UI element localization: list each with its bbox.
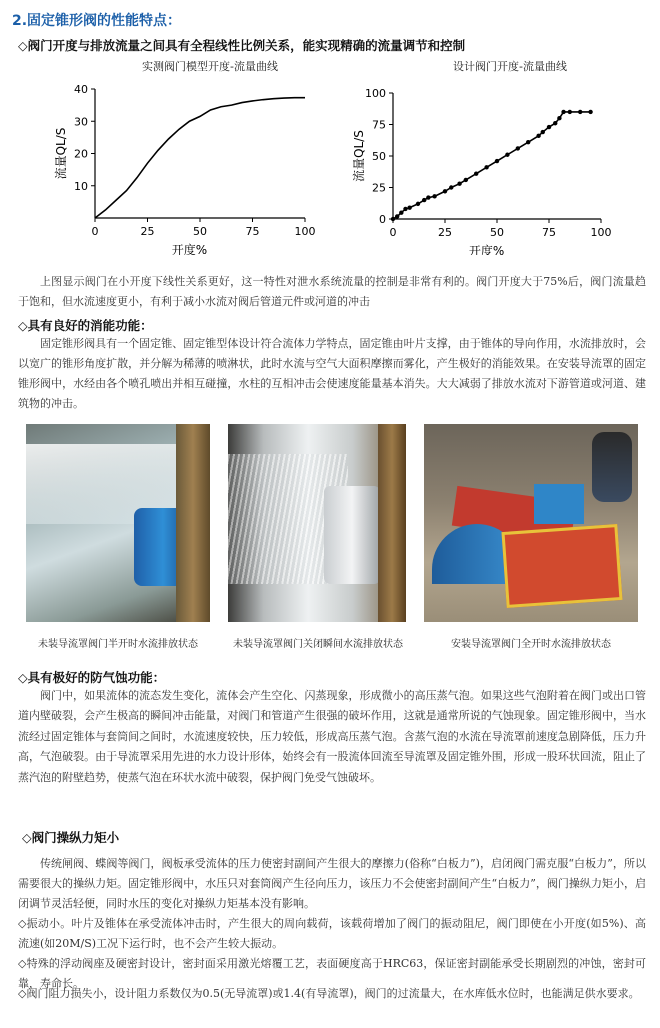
data-point [578,110,582,114]
y-tick-label: 75 [372,118,386,132]
data-point [561,110,565,114]
x-tick-label: 25 [140,225,155,238]
data-point [426,195,430,199]
data-point [484,165,488,169]
caption-half-open: 未装导流罩阀门半开时水流排放状态 [38,639,198,650]
data-point [505,153,509,157]
feature4-bullet-2: ◇特殊的浮动阀座及硬密封设计，密封面采用激光熔覆工艺，表面硬度高于HRC63，保证密封副能承受长期剧烈的冲蚀，密封可靠，寿命长。 [18,957,646,990]
x-tick-label: 50 [193,225,207,238]
data-point [588,110,592,114]
data-point [547,125,551,129]
x-tick-label: 75 [542,226,556,239]
feature2-paragraph: 固定锥形阀具有一个固定锥、固定锥型体设计符合流体力学特点，固定锥由叶片支撑，由于锥体的导向作用，水流排放时，会以宽广的锥形角度扩散，并分解为稀薄的喷淋状，此时水流与空气大面积摩擦而雾化，产生极好的消能效果。在安装导流罩的固定锥形阀中，水经由各个喷孔喷出并相互碰撞，水柱的互相冲击会使速度能量基本消失。大大减弱了排放水流对下游管道或河道、建筑物的冲击。 [18,337,646,410]
data-point [407,205,411,209]
y-tick-label: 40 [74,83,88,96]
feature3-paragraph: 阀门中，如果流体的流态发生变化，流体会产生空化、闪蒸现象，形成微小的高压蒸气泡。如果这些气泡附着在阀门或出口管道内壁破裂，会产生极高的瞬间冲击能量，对阀门和管道产生很强的破坏作用，这就是通常所说的气蚀现象。固定锥形阀中，当水流经过固定锥体与套筒间之间时，水流速度较快，压力较低，形成高压蒸气泡。含蒸气泡的水流在导流罩前速度急剧降低，压力升高，气泡破裂。由于导流罩采用先进的水力设计形体，始终会有一股流体回流至导流罩及固定锥外围，形成一股环状回流，阻止了蒸汽泡的附壁趋势，使蒸气泡在环状水流中破裂，保护阀门免受气蚀破坏。 [18,689,646,784]
data-point [449,185,453,189]
data-point [568,110,572,114]
x-tick-label: 100 [294,225,316,238]
section-title: 2.固定锥形阀的性能特点： [12,13,182,29]
x-tick-label: 100 [590,226,612,239]
y-tick-label: 25 [372,181,386,195]
x-tick-label: 0 [389,226,397,239]
data-point [391,217,395,221]
data-point [395,214,399,218]
caption-closing: 未装导流罩阀门关闭瞬间水流排放状态 [233,639,403,650]
data-point [457,182,461,186]
data-point [526,140,530,144]
data-point [432,194,436,198]
data-point [516,146,520,150]
data-point [553,121,557,125]
y-axis-label: 流量QL/S [54,127,68,180]
photo-closing [228,424,406,622]
caption-full-open: 安装导流罩阀门全开时水流排放状态 [451,639,611,650]
y-tick-label: 0 [379,213,386,226]
data-point [474,171,478,175]
y-tick-label: 30 [74,115,88,129]
x-axis-label: 开度% [171,243,208,255]
photo-half-open [26,424,210,622]
data-point [536,134,540,138]
feature1-heading: ◇阀门开度与排放流量之间具有全程线性比例关系，能实现精确的流量调节和控制 [18,38,466,53]
x-axis-label: 开度% [468,244,505,255]
y-axis-label: 流量QL/S [352,130,366,182]
data-point [416,202,420,206]
feature4-bullet-3: ◇阀门阻力损失小，设计阻力系数仅为0.5(无导流罩)或1.4(有导流罩)，阀门的过流量大，在水库低水位时，也能满足供水要求。 [18,987,640,1000]
feature4-bullet-1: ◇振动小。叶片及锥体在承受流体冲击时，产生很大的周向载荷，该载荷增加了阀门的振动阻尼，阀门即使在小开度(如5%)、高流速(如20M/S)工况下运行时，也不会产生较大振动。 [18,917,646,950]
y-tick-label: 20 [74,147,88,161]
feature2-heading: ◇具有良好的消能功能： [18,318,153,333]
feature4-paragraph: 传统闸阀、蝶阀等阀门，阀板承受流体的压力使密封副间产生很大的摩擦力(俗称“白板力”)，启闭阀门需克服“白板力”，所以需要很大的操纵力矩。固定锥形阀中，水压只对套筒阀产生径向压力，该压力不会使密封副间产生“白板力”，阀门操纵力矩小，启闭调节灵活轻便，同时水压的变化对操纵力矩基本没有影响。 [18,857,646,910]
chart1-plot [50,75,325,255]
data-point [495,159,499,163]
data-point [422,198,426,202]
x-tick-label: 75 [245,225,260,238]
feature4-heading: ◇阀门操纵力矩小 [22,830,120,845]
x-tick-label: 25 [438,226,452,239]
data-point [403,207,407,211]
chart2-title: 设计阀门开度-流量曲线 [453,60,567,73]
series-line [95,98,305,218]
data-point [443,189,447,193]
x-tick-label: 50 [490,226,504,239]
series-line [393,112,591,219]
data-point [557,116,561,120]
y-tick-label: 50 [372,150,386,163]
chart1-title: 实测阀门模型开度-流量曲线 [142,60,278,73]
chart2-plot [345,75,625,255]
feature1-paragraph: 上图显示阀门在小开度下线性关系更好，这一特性对泄水系统流量的控制是非常有利的。阀门开度大于75%后，阀门流量趋于饱和，但水流速度更小，有利于减小水流对阀后管道元件或河道的冲击 [18,275,646,308]
data-point [399,211,403,215]
x-tick-label: 0 [91,225,99,238]
data-point [541,130,545,134]
y-tick-label: 10 [74,179,88,193]
photo-full-open [424,424,638,622]
data-point [464,178,468,182]
feature3-heading: ◇具有极好的防气蚀功能： [18,670,166,685]
y-tick-label: 100 [365,87,386,100]
